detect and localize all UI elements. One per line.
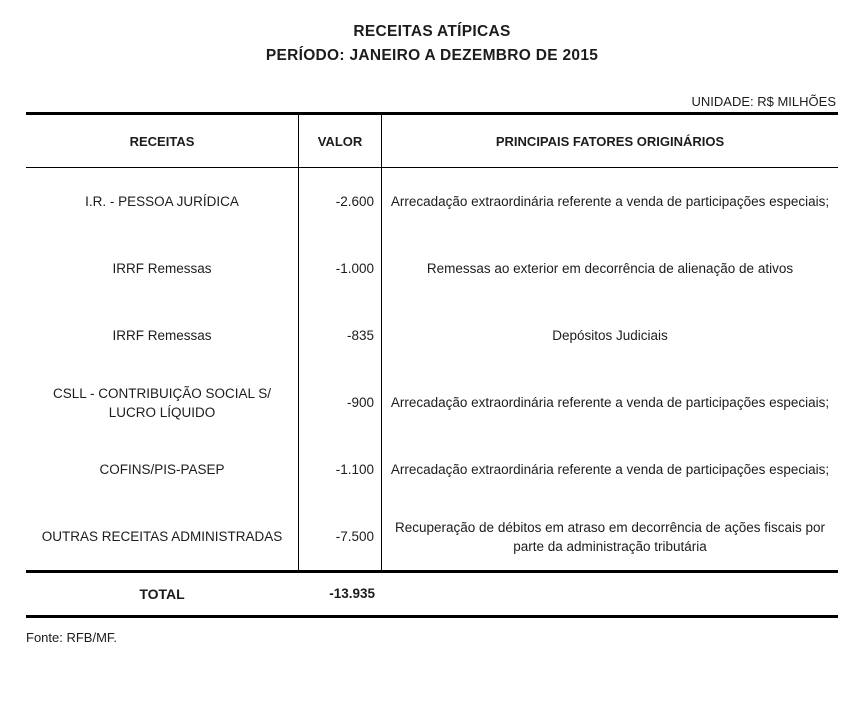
cell-receita: CSLL - CONTRIBUIÇÃO SOCIAL S/ LUCRO LÍQUIDO (52, 385, 272, 420)
cell-fator: Depósitos Judiciais (552, 328, 668, 343)
cell-valor: -1.000 (298, 235, 382, 302)
column-header-valor: VALOR (298, 115, 382, 167)
table-body (26, 168, 838, 570)
unit-label: UNIDADE: R$ MILHÕES (691, 94, 836, 109)
report-title: RECEITAS ATÍPICAS (353, 23, 511, 40)
cell-valor: -835 (298, 302, 382, 369)
cell-valor: -2.600 (298, 168, 382, 235)
cell-valor: -1.100 (298, 436, 382, 503)
column-header-receitas: RECEITAS (129, 133, 195, 149)
report-subtitle: PERÍODO: JANEIRO A DEZEMBRO DE 2015 (265, 47, 599, 64)
table-row (26, 436, 838, 503)
total-label: TOTAL (139, 586, 185, 602)
table-row (26, 369, 838, 436)
total-value: -13.935 (329, 586, 375, 601)
table-header-row (26, 115, 838, 168)
cell-fator: Recuperação de débitos em atraso em decorrência de ações fiscais por parte da administração tributária (395, 519, 825, 554)
cell-receita: IRRF Remessas (112, 328, 212, 343)
cell-receita: IRRF Remessas (112, 261, 212, 276)
table-row (26, 235, 838, 302)
table-row (26, 302, 838, 369)
cell-valor: -7.500 (298, 503, 382, 570)
report-header (26, 20, 838, 68)
table-row (26, 503, 838, 570)
cell-fator: Arrecadação extraordinária referente a venda de participações especiais; (390, 395, 830, 410)
column-header-fatores: PRINCIPAIS FATORES ORIGINÁRIOS (495, 133, 725, 149)
cell-fator: Arrecadação extraordinária referente a venda de participações especiais; (390, 462, 830, 477)
cell-receita: COFINS/PIS-PASEP (99, 462, 225, 477)
receitas-table (26, 112, 838, 618)
cell-valor: -900 (298, 369, 382, 436)
cell-fator: Arrecadação extraordinária referente a venda de participações especiais; (390, 194, 830, 209)
cell-receita: OUTRAS RECEITAS ADMINISTRADAS (41, 529, 283, 544)
cell-fator: Remessas ao exterior em decorrência de alienação de ativos (426, 261, 794, 276)
source-note: Fonte: RFB/MF. (26, 630, 118, 645)
cell-receita: I.R. - PESSOA JURÍDICA (85, 194, 239, 209)
table-row (26, 168, 838, 235)
total-empty-cell (382, 573, 838, 615)
table-total-row (26, 570, 838, 618)
